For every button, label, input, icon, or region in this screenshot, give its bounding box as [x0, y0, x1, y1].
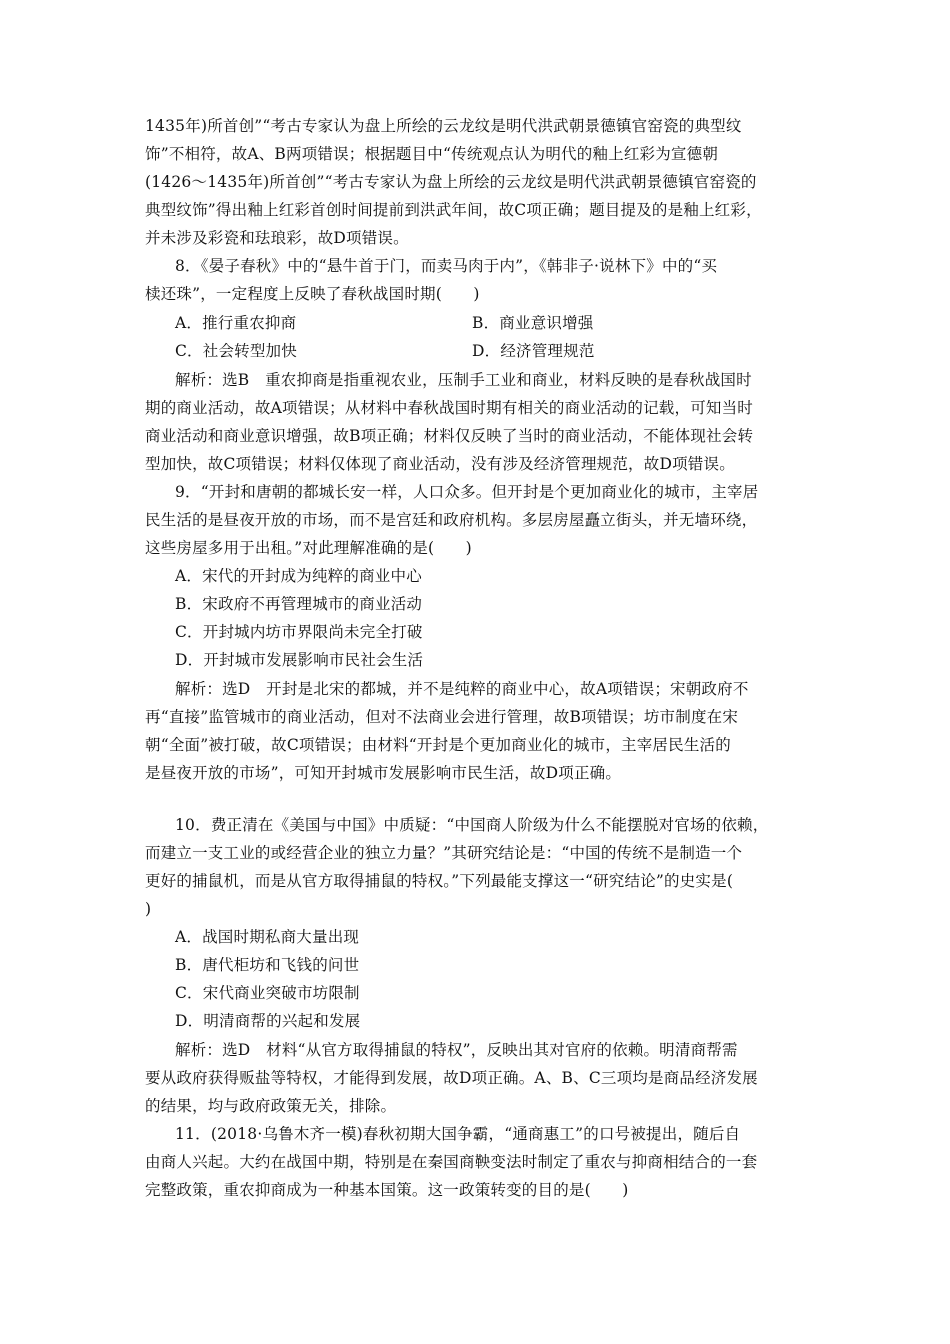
- q9-explanation-line: 解析：选D 开封是北宋的都城，并不是纯粹的商业中心，故A项错误；宋朝政府不: [175, 680, 749, 698]
- q9-stem-line: 这些房屋多用于出租。”对此理解准确的是( ): [145, 539, 472, 557]
- q8-explanation-line: 型加快，故C项错误；材料仅体现了商业活动，没有涉及经济管理规范，故D项错误。: [145, 455, 735, 473]
- q8-explanation-line: 商业活动和商业意识增强，故B项正确；材料仅反映了当时的商业活动，不能体现社会转: [145, 427, 754, 445]
- q8-option-a: A．推行重农抑商: [175, 314, 297, 332]
- q7-explanation-line: (1426～1435年)所首创”“考古专家认为盘上所绘的云龙纹是明代洪武朝景德镇官窑瓷的: [145, 173, 757, 191]
- q7-explanation-line: 并未涉及彩瓷和珐琅彩，故D项错误。: [145, 229, 409, 247]
- q10-option-d: D．明清商帮的兴起和发展: [175, 1012, 361, 1030]
- q8-option-b: B．商业意识增强: [472, 314, 594, 332]
- q8-option-c: C．社会转型加快: [175, 342, 297, 360]
- q8-stem-line: 8．《晏子春秋》中的“悬牛首于门，而卖马肉于内”，《韩非子·说林下》中的“买: [175, 257, 718, 275]
- q9-option-b: B．宋政府不再管理城市的商业活动: [175, 595, 423, 613]
- q10-explanation-line: 要从政府获得贩盐等特权，才能得到发展，故D项正确。A、B、C三项均是商品经济发展: [145, 1069, 758, 1087]
- q10-option-c: C．宋代商业突破市坊限制: [175, 984, 360, 1002]
- q9-stem-line: 民生活的是昼夜开放的市场，而不是宫廷和政府机构。多层房屋矗立街头，并无墙环绕，: [145, 511, 758, 529]
- q7-explanation-line: 典型纹饰”得出釉上红彩首创时间提前到洪武年间，故C项正确；题目提及的是釉上红彩，: [145, 201, 762, 219]
- q9-option-d: D．开封城市发展影响市民社会生活: [175, 651, 424, 669]
- q10-option-a: A．战国时期私商大量出现: [175, 928, 360, 946]
- q10-explanation-line: 解析：选D 材料“从官方取得捕鼠的特权”，反映出其对官府的依赖。明清商帮需: [175, 1041, 738, 1059]
- q9-explanation-line: 朝“全面”被打破，故C项错误；由材料“开封是个更加商业化的城市，主宰居民生活的: [145, 736, 731, 754]
- q10-option-b: B．唐代柜坊和飞钱的问世: [175, 956, 360, 974]
- q10-explanation-line: 的结果，均与政府政策无关，排除。: [145, 1097, 397, 1115]
- q11-stem-line: 11．(2018·乌鲁木齐一模)春秋初期大国争霸，“通商惠工”的口号被提出，随后自: [175, 1125, 741, 1143]
- q9-explanation-line: 再“直接”监管城市的商业活动，但对不法商业会进行管理，故B项错误；坊市制度在宋: [145, 708, 739, 726]
- q9-option-c: C．开封城内坊市界限尚未完全打破: [175, 623, 423, 641]
- q9-option-a: A．宋代的开封成为纯粹的商业中心: [175, 567, 422, 585]
- q11-stem-line: 完整政策，重农抑商成为一种基本国策。这一政策转变的目的是( ): [145, 1181, 629, 1199]
- q9-stem-line: 9．“开封和唐朝的都城长安一样，人口众多。但开封是个更加商业化的城市，主宰居: [175, 483, 759, 501]
- q9-explanation-line: 是昼夜开放的市场”，可知开封城市发展影响市民生活，故D项正确。: [145, 764, 622, 782]
- q10-stem-line: ): [145, 900, 152, 918]
- q10-stem-line: 10．费正清在《美国与中国》中质疑：“中国商人阶级为什么不能摆脱对官场的依赖，: [175, 816, 769, 834]
- q11-stem-line: 由商人兴起。大约在战国中期，特别是在秦国商鞅变法时制定了重农与抑商相结合的一套: [145, 1153, 758, 1171]
- q8-stem-line: 椟还珠”，一定程度上反映了春秋战国时期( ): [145, 285, 480, 303]
- q10-stem-line: 而建立一支工业的或经营企业的独立力量？”其研究结论是：“中国的传统不是制造一个: [145, 844, 743, 862]
- q10-stem-line: 更好的捕鼠机，而是从官方取得捕鼠的特权。”下列最能支撑这一“研究结论”的史实是(: [145, 872, 734, 890]
- q8-explanation-line: 解析：选B 重农抑商是指重视农业，压制手工业和商业，材料反映的是春秋战国时: [175, 371, 752, 389]
- q8-explanation-line: 期的商业活动，故A项错误；从材料中春秋战国时期有相关的商业活动的记载，可知当时: [145, 399, 753, 417]
- q7-explanation-line: 饰”不相符，故A、B两项错误；根据题目中“传统观点认为明代的釉上红彩为宣德朝: [145, 145, 719, 163]
- q8-option-d: D．经济管理规范: [472, 342, 595, 360]
- q7-explanation-line: 1435年)所首创”“考古专家认为盘上所绘的云龙纹是明代洪武朝景德镇官窑瓷的典型纹: [145, 117, 742, 135]
